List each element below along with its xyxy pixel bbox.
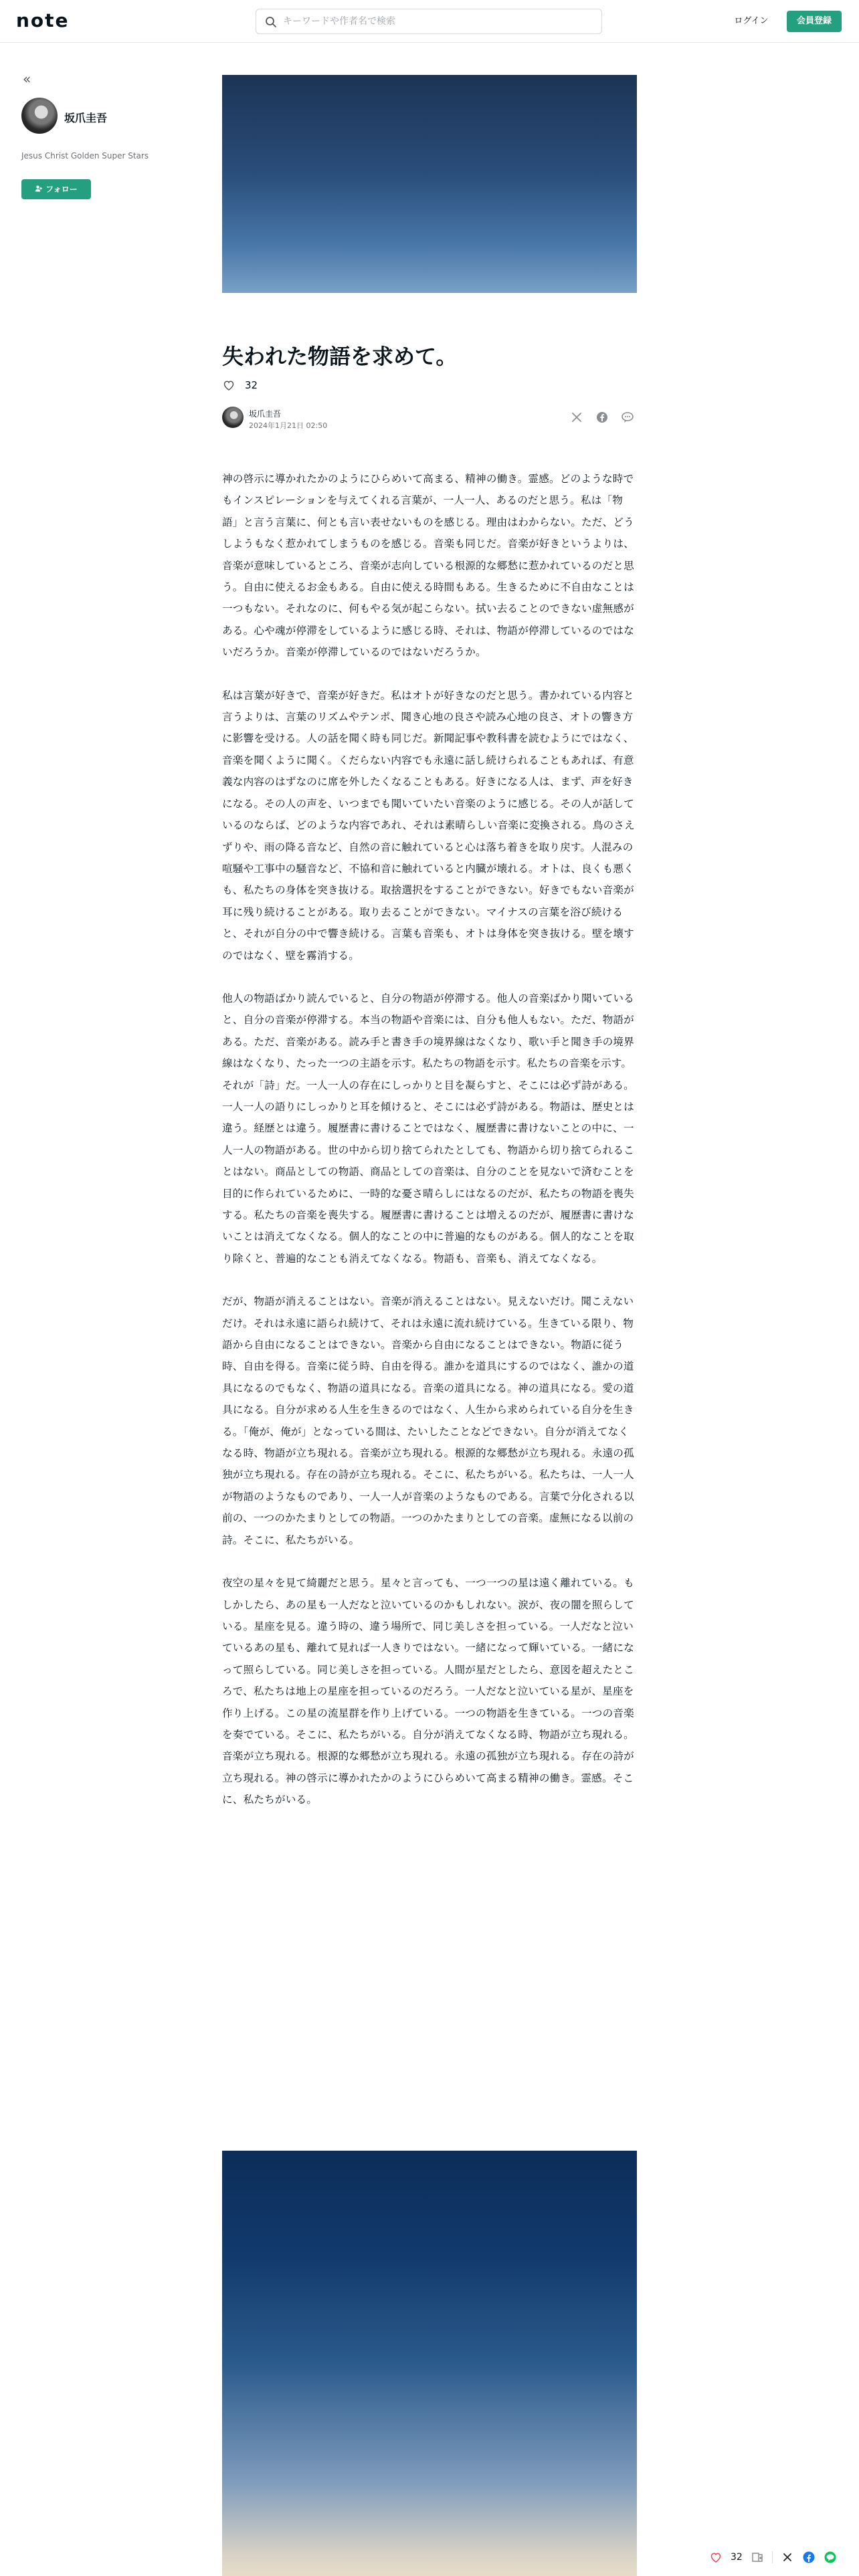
collapse-chevrons-icon[interactable]: «	[23, 71, 31, 87]
follow-label: フォロー	[45, 185, 78, 194]
x-icon[interactable]	[570, 411, 583, 424]
x-icon[interactable]	[781, 2551, 794, 2564]
login-button[interactable]: ログイン	[734, 16, 769, 26]
search-icon	[264, 15, 278, 29]
follow-button[interactable]	[21, 179, 91, 199]
like-count[interactable]: 32	[245, 379, 258, 391]
hatena-icon[interactable]	[621, 411, 634, 424]
floating-action-bar	[702, 2545, 854, 2569]
facebook-icon[interactable]	[802, 2551, 816, 2564]
floating-like-count[interactable]: 32	[731, 2552, 743, 2563]
like-row	[222, 377, 258, 393]
person-plus-icon	[35, 185, 43, 193]
article-paragraph: だが、物語が消えることはない。音楽が消えることはない。見えないだけ。聞こえないだけ。それは永遠に語られ続けて、それは永遠に流れ続けている。生きている限り、物語から自由になることはできない。音楽から自由になることはできない。物語に従う時、自由を得る。音楽に従う時、自由を得る。誰かを道具にするのではなく、誰かの道具になるのでもなく、物語の道具になる。音楽の道具になる。神の道具になる。愛の道具になる。自分が求める人生を生きるのではなく、人生から求められている自分を生きる。「俺が、俺が」となっている間は、たいしたことなどできない。自分が消えてなくなる時、物語が立ち現れる。音楽が立ち現れる。根源的な郷愁が立ち現れる。永遠の孤独が立ち現れる。存在の詩が立ち現れる。そこに、私たちがいる。私たちは、一人一人が物語のようなものであり、一人一人が音楽のようなものである。言葉で分化される以前の、一つのかたまりとしての物語。一つのかたまりとしての音楽。虚無になる以前の詩。そこに、私たちがいる。	[222, 1295, 634, 1546]
article-paragraph: 私は言葉が好きで、音楽が好きだ。私はオトが好きなのだと思う。書かれている内容と言うよりは、言葉のリズムやテンポ、聞き心地の良さや読み心地の良さ、オトの響き方に影響を受ける。人の話を聞く時も同じだ。新聞記事や教科書を読むようにではなく、音楽を聞くように聞く。くだらない内容でも永遠に話し続けられることもあれば、有意義な内容のはずなのに席を外したくなることもある。好きになる人は、まず、声を好きになる。その人の声を、いつまでも聞いていたい音楽のように感じる。その人が話しているのならば、どのような内容であれ、それは素晴らしい音楽に変換される。鳥のさえずりや、雨の降る音など、自然の音に触れていると心は落ち着きを取り戻す。人混みの喧騒や工事中の騒音など、不協和音に触れていると内臓が壊れる。オトは、良くも悪くも、私たちの身体を突き抜ける。取捨選択をすることができない。好きでもない音楽が耳に残り続けることがある。取り去ることができない。マイナスの言葉を浴び続けると、それが自分の中で響き続ける。言葉も音楽も、オトは身体を突き抜ける。壁を壊すのではなく、壁を霧消する。	[222, 689, 635, 962]
magazine-icon[interactable]	[751, 2551, 764, 2564]
meta-author-name[interactable]: 坂爪圭吾	[249, 409, 282, 419]
article-body	[222, 468, 637, 1832]
article-title: 失われた物語を求めて。	[222, 344, 458, 369]
sidebar-author-name[interactable]: 坂爪圭吾	[64, 112, 108, 124]
article-paragraph: 神の啓示に導かれたかのようにひらめいて高まる、精神の働き。霊感。どのような時でもインスピレーションを与えてくれる言葉が、一人一人、あるのだと思う。私は「物語」と言う言葉に、何とも言い表せないものを感じる。理由はわからない。ただ、どうしようもなく惹かれてしまうものを感じる。音楽も同じだ。音楽が好きというよりは、音楽が意味しているところ、音楽が志向している根源的な郷愁に惹かれているのだと思う。自由に使えるお金もある。自由に使える時間もある。生きるために不自由なことは一つもない。それなのに、何もやる気が起こらない。拭い去ることのできない虚無感がある。心や魂が停滞をしているように感じる時、それは、物語が停滞しているのではないだろうか。音楽が停滞しているのではないだろうか。	[222, 473, 634, 659]
meta-avatar[interactable]	[222, 407, 244, 428]
author-bio: Jesus Christ Golden Super Stars	[21, 151, 149, 160]
share-buttons	[570, 411, 634, 424]
publish-date: 2024年1月21日 02:50	[249, 421, 328, 430]
facebook-icon[interactable]	[595, 411, 609, 424]
author-avatar[interactable]	[21, 98, 58, 134]
header	[0, 0, 859, 43]
hero-image	[222, 75, 637, 293]
article-paragraph: 夜空の星々を見て綺麗だと思う。星々と言っても、一つ一つの星は遠く離れている。もしかしたら、あの星も一人だなと泣いているのかもしれない。涙が、夜の闇を照らしている。星座を見る。違う時の、違う場所で、同じ美しさを担っている。一人だなと泣いているあの星も、離れて見れば一人きりではない。一緒になって輝いている。一緒になって照らしている。同じ美しさを担っている。人間が星だとしたら、意図を超えたところで、私たちは地上の星座を担っているのだろう。一人だなと泣いている星が、星座を作り上げる。この星の流星群を作り上げている。一つの物語を生きている。一つの音楽を奏でている。そこに、私たちがいる。自分が消えてなくなる時、物語が立ち現れる。音楽が立ち現れる。根源的な郷愁が立ち現れる。永遠の孤独が立ち現れる。存在の詩が立ち現れる。神の啓示に導かれたかのようにひらめいて高まる精神の働き。霊感。そこに、私たちがいる。	[222, 1577, 634, 1806]
note-logo[interactable]: note	[16, 9, 70, 31]
signup-button[interactable]: 会員登録	[787, 11, 842, 32]
divider	[772, 2551, 773, 2563]
line-icon[interactable]	[824, 2551, 837, 2564]
heart-icon[interactable]	[222, 379, 235, 392]
search-box[interactable]	[256, 9, 602, 34]
article-image	[222, 2151, 637, 2576]
heart-icon[interactable]	[709, 2551, 723, 2564]
article-paragraph: 他人の物語ばかり読んでいると、自分の物語が停滞する。他人の音楽ばかり聞いていると、自分の音楽が停滞する。本当の物語や音楽には、自分も他人もない。ただ、物語がある。ただ、音楽がある。読み手と書き手の境界線はなくなり、歌い手と聞き手の境界線はなくなり、たった一つの主語を示す。私たちの物語を示す。私たちの音楽を示す。それが「詩」だ。一人一人の存在にしっかりと目を凝らすと、そこには必ず詩がある。一人一人の語りにしっかりと耳を傾けると、そこには必ず詩がある。物語は、歴史とは違う。経歴とは違う。履歴書に書けることではなく、履歴書に書けないことの中に、一人一人の物語がある。世の中から切り捨てられたとしても、物語から切り捨てられることはない。商品としての物語、商品としての音楽は、自分のことを見ないで済むことを目的に作られているために、一時的な憂さ晴らしにはなるのだが、私たちの物語を喪失する。私たちの音楽を喪失する。履歴書に書けることは増えるのだが、履歴書に書けないことは消えてなくなる。個人的なことの中に普遍的なものがある。個人的なことを取り除くと、普遍的なことも消えてなくなる。物語も、音楽も、消えてなくなる。	[222, 992, 634, 1265]
search-input[interactable]	[283, 9, 591, 33]
